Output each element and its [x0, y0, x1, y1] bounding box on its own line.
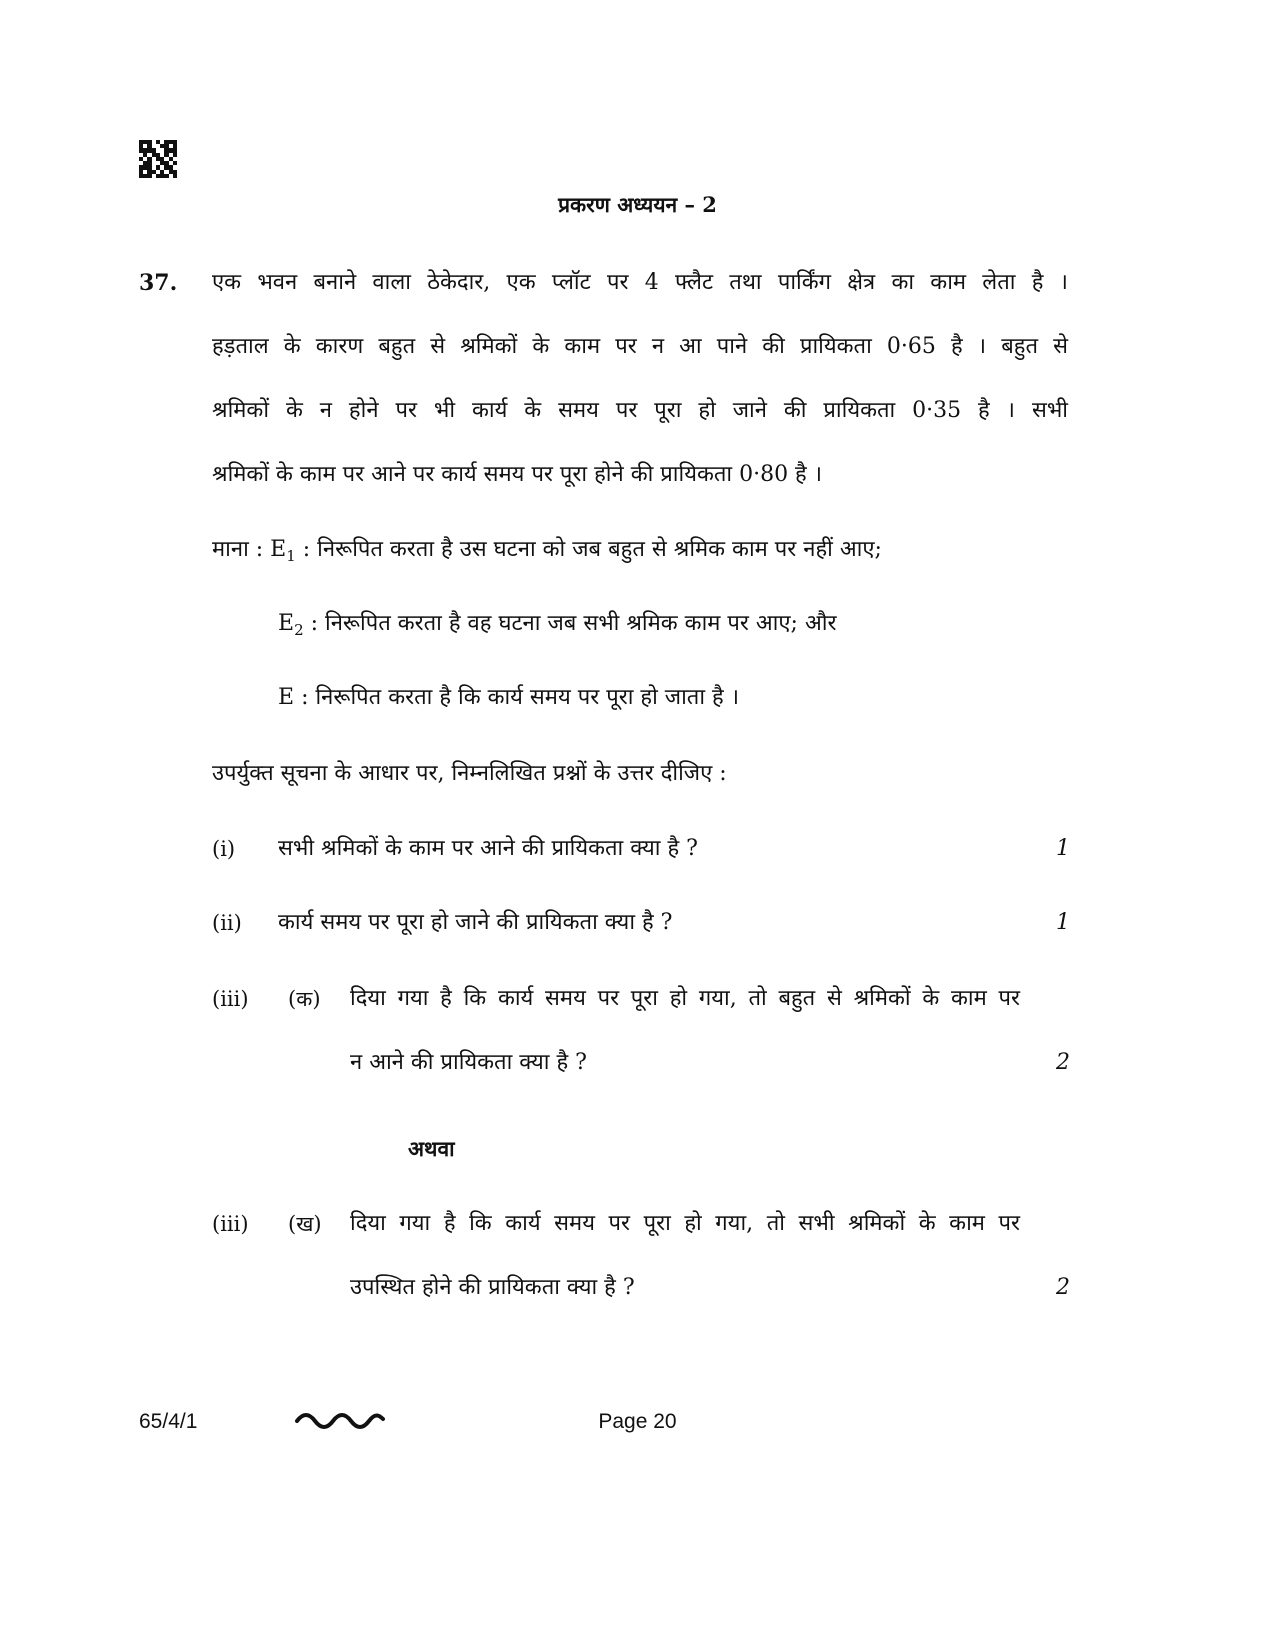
question-number: 37. — [139, 270, 178, 296]
event-e-definition — [278, 681, 1134, 715]
part-i-marks: 1 — [1056, 836, 1070, 861]
part-iiib-line-2: उपस्थित होने की प्रायिकता क्या है ? — [350, 1275, 635, 1300]
e-text: : निरूपित करता है कि कार्य समय पर पूरा हो जाता है । — [301, 685, 740, 710]
part-iiia-label: (iii) — [212, 987, 249, 1011]
part-ii-marks: 1 — [1056, 910, 1070, 935]
e2-symbol: $E_2$ — [278, 611, 304, 639]
part-iiib-sublabel: (ख) — [288, 1212, 322, 1236]
e-symbol: E — [278, 685, 295, 710]
part-iiia-marks: 2 — [1056, 1050, 1070, 1075]
part-iiia-line-2: न आने की प्रायिकता क्या है ? — [350, 1050, 587, 1075]
question-para-line-3: श्रमिकों के न होने पर भी कार्य के समय पर पूरा हो जाने की प्रायिकता 0·35 है । सभी — [212, 398, 1068, 423]
qr-code — [139, 140, 177, 178]
page-number: Page 20 — [598, 1410, 677, 1433]
question-para-line-4: श्रमिकों के काम पर आने पर कार्य समय पर पूरा होने की प्रायिकता 0·80 है । — [212, 462, 823, 487]
event-e2-definition — [278, 607, 1134, 641]
part-iiia-line-1: दिया गया है कि कार्य समय पर पूरा हो गया, तो बहुत से श्रमिकों के काम पर — [350, 986, 1020, 1011]
paper-code: 65/4/1 — [139, 1410, 198, 1433]
let-label: माना : — [212, 537, 264, 562]
instruction: उपर्युक्त सूचना के आधार पर, निम्नलिखित प्रश्नों के उत्तर दीजिए : — [212, 761, 727, 786]
part-iiib-marks: 2 — [1056, 1275, 1070, 1300]
part-iiib-line-1: दिया गया है कि कार्य समय पर पूरा हो गया, तो सभी श्रमिकों के काम पर — [350, 1211, 1020, 1236]
part-iiia-sublabel: (क) — [288, 987, 321, 1011]
or-label: अथवा — [408, 1136, 455, 1161]
part-i-label: (i) — [212, 837, 236, 861]
section-heading: प्रकरण अध्ययन – 2 — [558, 192, 717, 217]
e1-text: : निरूपित करता है उस घटना को जब बहुत से श्रमिक काम पर नहीं आए; — [302, 537, 882, 562]
question-para-line-2: हड़ताल के कारण बहुत से श्रमिकों के काम पर न आ पाने की प्रायिकता 0·65 है । बहुत से — [212, 334, 1068, 359]
e1-symbol: $E_1$ — [270, 537, 296, 565]
event-e1-definition — [212, 533, 1068, 567]
question-para-line-1: एक भवन बनाने वाला ठेकेदार, एक प्लॉट पर 4 फ्लैट तथा पार्किंग क्षेत्र का काम लेता है । — [212, 270, 1068, 295]
part-ii-text: कार्य समय पर पूरा हो जाने की प्रायिकता क्या है ? — [278, 910, 673, 935]
e2-text: : निरूपित करता है वह घटना जब सभी श्रमिक काम पर आए; और — [310, 611, 837, 636]
part-ii-label: (ii) — [212, 911, 242, 935]
part-i-text: सभी श्रमिकों के काम पर आने की प्रायिकता क्या है ? — [278, 836, 698, 861]
part-iiib-label: (iii) — [212, 1212, 249, 1236]
